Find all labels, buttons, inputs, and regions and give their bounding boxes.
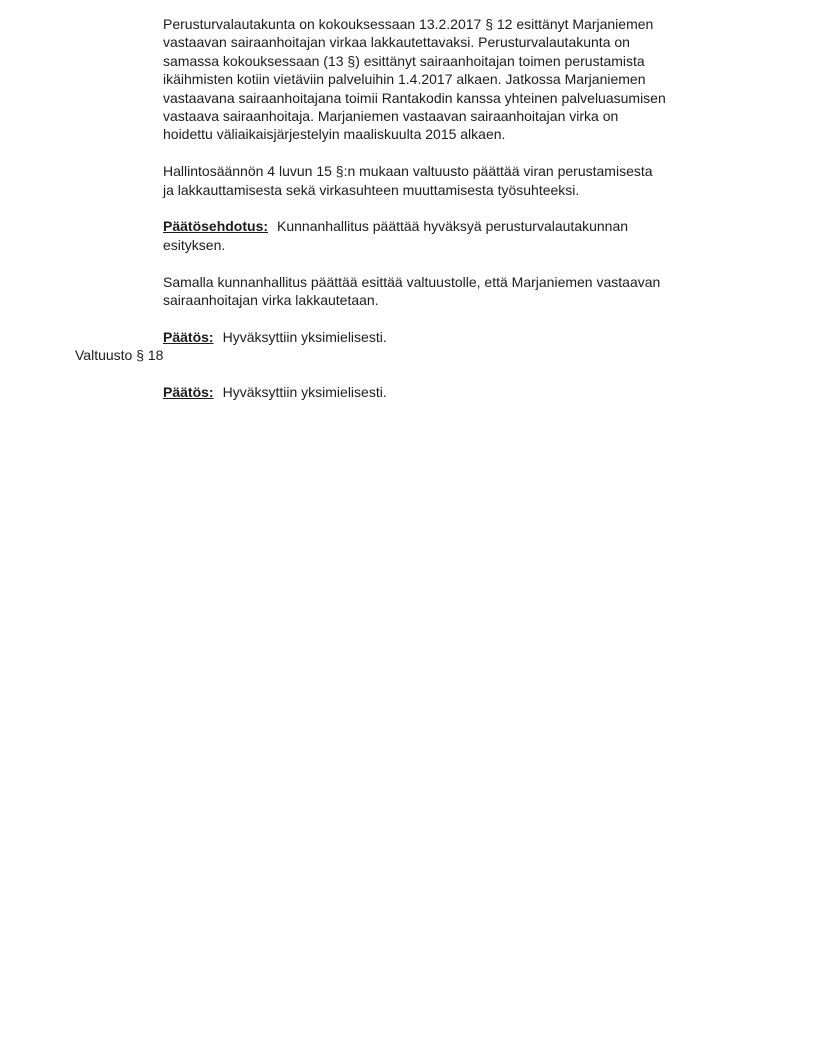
decision-valtuusto (163, 383, 816, 401)
decision-proposal-label: Päätösehdotus: (163, 218, 269, 235)
decision-valtuusto-label: Päätös: (163, 384, 214, 401)
text-line: sairaanhoitajan virka lakkautetaan. (163, 292, 379, 309)
paragraph-perusturvalautakunta (163, 15, 816, 144)
text-line (163, 217, 816, 235)
text-line: vastaava sairaanhoitaja. Marjaniemen vastaavan sairaanhoitajan virka on (163, 108, 619, 125)
paragraph-hallintosaanto (163, 162, 816, 199)
text-line (163, 328, 816, 346)
text-line: Samalla kunnanhallitus päättää esittää valtuustolle, että Marjaniemen vastaavan (163, 273, 661, 290)
text-line: ikäihmisten kotiin vietäviin palveluihin 1.4.2017 alkaen. Jatkossa Marjaniemen (163, 71, 646, 88)
decision-proposal (163, 217, 816, 254)
decision-kunnanhallitus-label: Päätös: (163, 328, 214, 345)
text-line: ja lakkauttamisesta sekä virkasuhteen muuttamisesta työsuhteeksi. (163, 181, 580, 198)
text-line: vastaavana sairaanhoitajana toimii Rantakodin kanssa yhteinen palveluasumisen (163, 89, 666, 106)
document-body (0, 15, 816, 420)
text-line: Hallintosäännön 4 luvun 15 §:n mukaan valtuusto päättää viran perustamisesta (163, 163, 653, 180)
text-run: Hyväksyttiin yksimielisesti. (222, 328, 387, 345)
text-line: Perusturvalautakunta on kokouksessaan 13.2.2017 § 12 esittänyt Marjaniemen (163, 16, 654, 32)
text-run: Hyväksyttiin yksimielisesti. (222, 384, 387, 401)
text-line: esityksen. (163, 236, 226, 253)
text-line: vastaavan sairaanhoitajan virkaa lakkautettavaksi. Perusturvalautakunta on (163, 34, 630, 51)
text-line: Valtuusto § 18 (75, 347, 164, 364)
text-line: hoidettu väliaikaisjärjestelyin maaliskuulta 2015 alkaen. (163, 126, 506, 143)
text-run: Kunnanhallitus päättää hyväksyä perusturvalautakunnan (277, 218, 629, 235)
text-line (163, 383, 816, 401)
paragraph-samalla (163, 273, 816, 310)
section-heading-valtuusto (75, 346, 816, 364)
text-line: samassa kokouksessaan (13 §) esittänyt sairaanhoitajan toimen perustamista (163, 52, 645, 69)
decision-kunnanhallitus (163, 328, 816, 346)
